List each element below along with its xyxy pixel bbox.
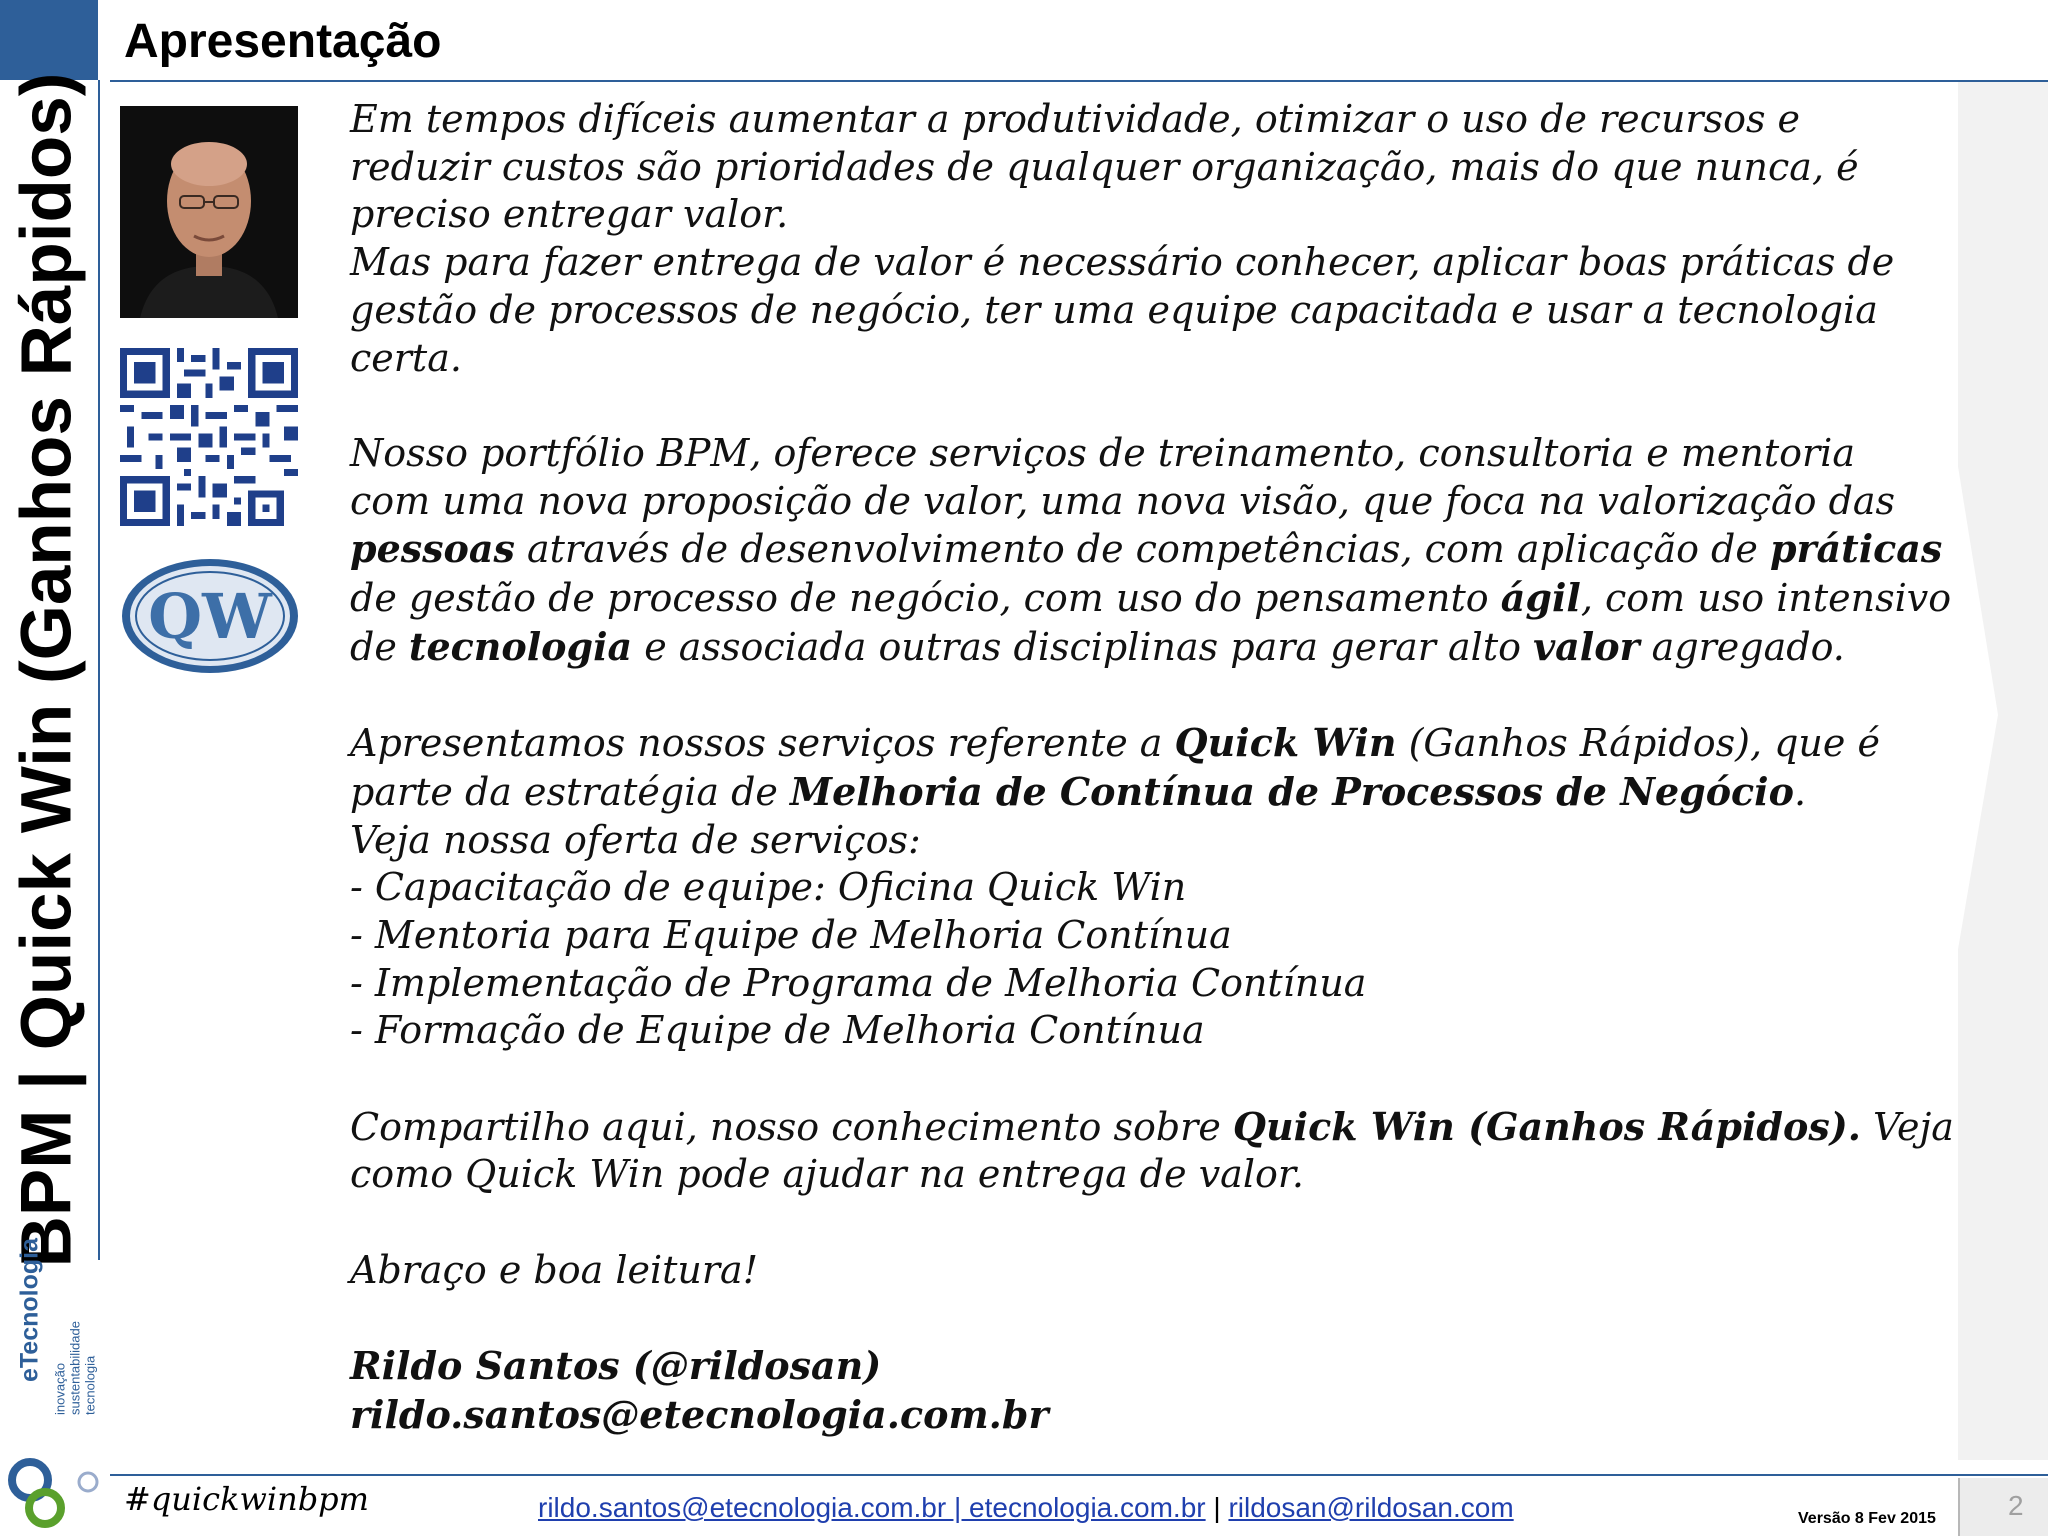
footer-divider [110, 1474, 2048, 1476]
body-line: reduzir custos são prioridades de qualquer organização, mais do que nunca, é [350, 144, 1859, 189]
body-line: Em tempos difíceis aumentar a produtividade, otimizar o uso de recursos e [350, 97, 1801, 141]
emphasis-text: tecnologia [408, 623, 633, 669]
body-line: como Quick Win pode ajudar na entrega de valor. [350, 1152, 1304, 1197]
emphasis-text: Quick Win [1174, 720, 1397, 766]
service-item: - Mentoria para Equipe de Melhoria Contínua [350, 912, 1232, 957]
footer-links [538, 1492, 1514, 1524]
body-line: de gestão de processo de negócio, com uso do pensamento ágil, com uso intensivo [350, 575, 1952, 621]
brand-logo [0, 1258, 100, 1536]
greeting: Abraço e boa leitura! [350, 1247, 758, 1292]
service-item: - Formação de Equipe de Melhoria Contínua [350, 1008, 1205, 1053]
service-item: - Capacitação de equipe: Oficina Quick Win [350, 865, 1187, 910]
corner-block [0, 0, 98, 80]
body-line: parte da estratégia de Melhoria de Contínua de Processos de Negócio. [350, 768, 1807, 814]
body-line: Nosso portfólio BPM, oferece serviços de treinamento, consultoria e mentoria [350, 430, 1855, 475]
version-label: Versão 8 Fev 2015 [1798, 1510, 1936, 1527]
presentation-body [350, 96, 2010, 1440]
page-number: 2 [2008, 1490, 2024, 1521]
body-line: gestão de processos de negócio, ter uma equipe capacitada e usar a tecnologia [350, 287, 1878, 332]
svg-text:QW: QW [148, 580, 272, 653]
title-divider [110, 80, 2048, 82]
page-title: Apresentação [124, 15, 442, 68]
sidebar-divider [98, 80, 100, 1260]
body-line: Apresentamos nossos serviços referente a Quick Win (Ganhos Rápidos), que é [350, 720, 1880, 766]
page-number-box [1958, 1478, 2048, 1536]
brand-name: eTecnologia [15, 1237, 44, 1383]
emphasis-text: valor [1533, 623, 1640, 669]
signature-name: Rildo Santos (@rildosan) [350, 1343, 882, 1389]
body-line: preciso entregar valor. [350, 192, 789, 237]
emphasis-text: pessoas [350, 526, 515, 572]
contact-link[interactable]: rildo.santos@etecnologia.com.br | etecnologia.com.br [538, 1492, 1206, 1523]
body-line: com uma nova proposição de valor, uma nova visão, que foca na valorização das [350, 478, 1896, 523]
side-title: BPM | Quick Win (Ganhos Rápidos) [7, 72, 87, 1268]
qr-code [120, 348, 298, 526]
emphasis-text: Melhoria de Contínua de Processos de Negócio [790, 768, 1794, 814]
body-line: Veja nossa oferta de serviços: [350, 817, 921, 862]
body-line: certa. [350, 335, 462, 380]
body-line: de tecnologia e associada outras disciplinas para gerar alto valor agregado. [350, 623, 1845, 669]
body-line: Mas para fazer entrega de valor é necessário conhecer, aplicar boas práticas de [350, 240, 1895, 285]
body-line: pessoas através de desenvolvimento de competências, com aplicação de práticas [350, 526, 1943, 572]
emphasis-text: Quick Win (Ganhos Rápidos). [1232, 1103, 1861, 1149]
emphasis-text: ágil [1500, 575, 1581, 621]
service-item: - Implementação de Programa de Melhoria Contínua [350, 960, 1367, 1005]
signature-email: rildo.santos@etecnologia.com.br [350, 1391, 1049, 1437]
email-link[interactable]: rildosan@rildosan.com [1228, 1492, 1514, 1523]
emphasis-text: práticas [1769, 526, 1943, 572]
brand-tagline: inovação sustentabilidade tecnologia [52, 1321, 98, 1415]
body-line: Compartilho aqui, nosso conhecimento sobre Quick Win (Ganhos Rápidos). Veja [350, 1103, 1954, 1149]
link-separator: | [1205, 1492, 1229, 1523]
qw-logo [120, 556, 300, 676]
hashtag: #quickwinbpm [124, 1480, 369, 1518]
author-photo [120, 106, 298, 318]
